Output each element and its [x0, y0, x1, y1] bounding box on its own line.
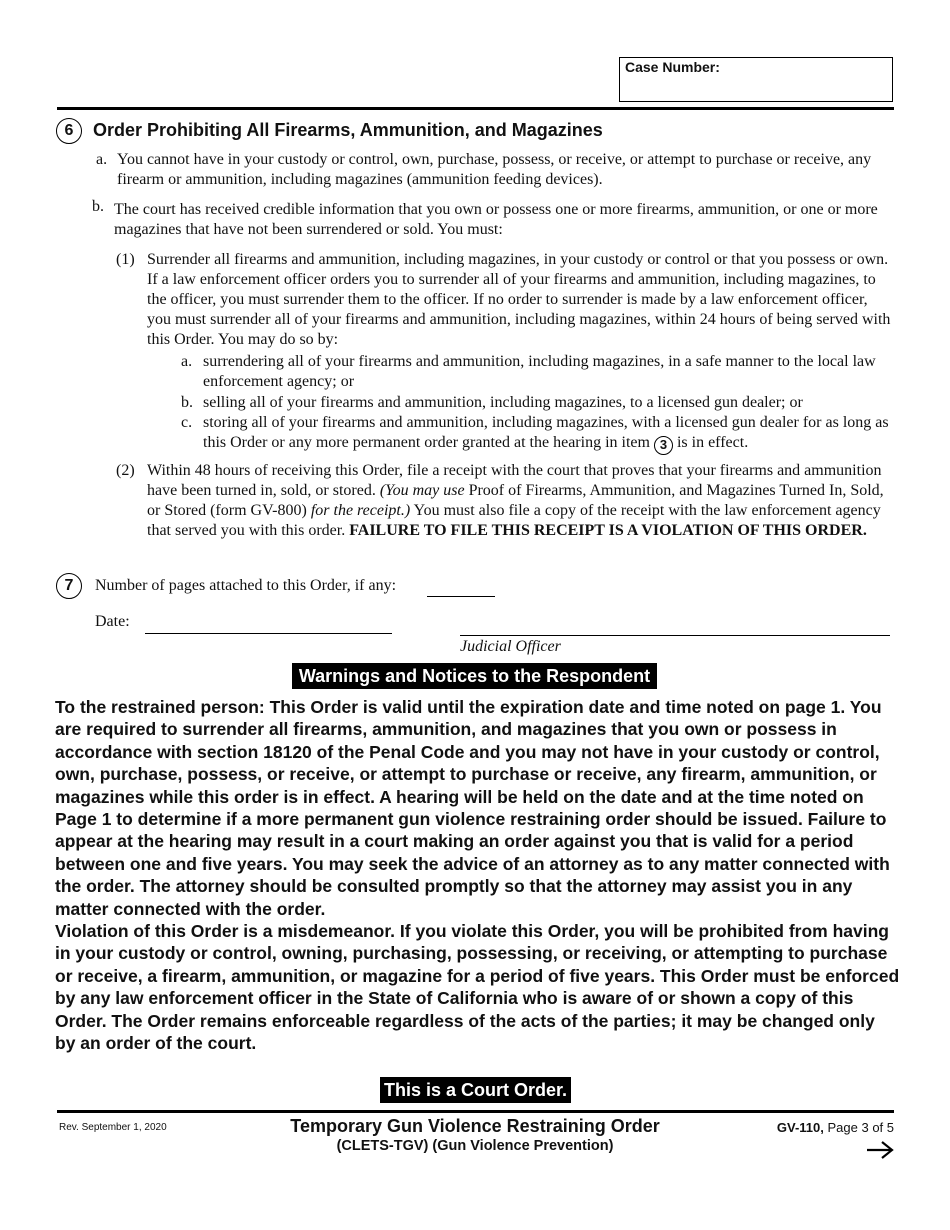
pages-attached-field[interactable]	[427, 596, 495, 597]
item-6b1b-text: selling all of your firearms and ammunition, including magazines, to a licensed gun dealer; or	[203, 394, 803, 411]
item-6b1c-text-2: is in effect.	[676, 434, 749, 451]
warnings-body	[55, 696, 900, 1055]
judicial-officer-label: Judicial Officer	[460, 638, 561, 655]
item-6a-text: You cannot have in your custody or control, own, purchase, possess, or receive, or attempt to purchase or receive, any firearm or ammunition, including magazines (ammunition feeding devices).	[117, 151, 872, 188]
section-6-number: 6	[56, 118, 82, 144]
case-number-label: Case Number:	[625, 59, 720, 75]
form-id: GV-110,	[776, 1120, 824, 1135]
section-7-number: 7	[56, 573, 82, 599]
item-6b1b-marker: b.	[181, 394, 193, 411]
item-6b1-text: Surrender all firearms and ammunition, including magazines, in your custody or control or that you possess or own. If a law enforcement officer orders you to surrender all of your firearms and ammunition, including magazines, to the officer, you must surrender them to the officer. If no order to surrender is made by a law enforcement officer, you must surrender all of your firearms and ammunition, including magazines, within 24 hours of being served with this Order. You may do so by:	[147, 251, 891, 348]
item-6b1c-text	[203, 413, 893, 455]
item-6b1a-text: surrendering all of your firearms and ammunition, including magazines, in a safe manner to the local law enforcement agency; or	[203, 353, 876, 390]
item-6b2-italic-1: (You may use	[379, 482, 465, 499]
item-6b2-text-2: You must also file a copy of the receipt with the law enforcement agency that served you with this order.	[147, 502, 881, 539]
top-divider	[57, 107, 894, 110]
item-6b1c-text-1: storing all of your firearms and ammunition, including magazines, with a licensed gun dealer for as long as this Order or any more permanent order granted at the hearing in item	[203, 414, 889, 451]
bottom-divider	[57, 1110, 894, 1113]
item-6b2-italic-2: for the receipt.)	[310, 502, 411, 519]
item-6b2-text-1: Within 48 hours of receiving this Order, file a receipt with the court that proves that your firearms and ammunition have been turned in, sold, or stored.	[147, 462, 882, 499]
item-6b-text: The court has received credible information that you own or possess one or more firearms, ammunition, or one or more magazines that have not been surrendered or sold. You must:	[114, 201, 878, 238]
form-page-info	[720, 1120, 894, 1135]
date-label: Date:	[95, 613, 130, 630]
item-6b1c-marker: c.	[181, 414, 193, 431]
item-6b1-marker: (1)	[116, 251, 135, 268]
item-6b2-marker: (2)	[116, 462, 135, 479]
court-order-label: This is a Court Order.	[380, 1077, 571, 1103]
form-subtitle: (CLETS-TGV) (Gun Violence Prevention)	[336, 1138, 614, 1154]
section-6-title: Order Prohibiting All Firearms, Ammunition, and Magazines	[93, 120, 603, 140]
arrow-right-icon[interactable]	[866, 1140, 894, 1160]
warnings-paragraph-2: Violation of this Order is a misdemeanor. If you violate this Order, you will be prohibited from having in your custody or control, owning, purchasing, possessing, or receiving, or attempting to purchase or receive, a firearm, ammunition, or magazine for a period of five years. This Order must be enforced by any law enforcement officer in the State of California who is aware of or shown a copy of this Order. The Order remains enforceable regardless of the acts of the parties; it may be changed only by an order of the court.	[55, 921, 900, 1054]
item-6a-marker: a.	[96, 151, 108, 168]
item-6b2-form-name: Proof of Firearms, Ammunition, and Magazines Turned In, Sold, or Stored (form GV-800)	[147, 482, 884, 519]
date-field[interactable]	[145, 633, 392, 634]
revision-date: Rev. September 1, 2020	[59, 1122, 167, 1133]
item-3-reference: 3	[654, 436, 673, 455]
warnings-paragraph-1: To the restrained person: This Order is valid until the expiration date and time noted on page 1. You are required to surrender all firearms, ammunition, and magazines that you own or possess in accordance with section 18120 of the Penal Code and you may not have in your custody or control, own, purchase, possess, or receive, or attempt to purchase or receive, any firearm, ammunition, or magazines while this order is in effect. A hearing will be held on the date and at the time noted on Page 1 to determine if a more permanent gun violence restraining order should be issued. Failure to appear at the hearing may result in a court making an order against you that is valid for a period between one and five years. You may seek the advice of an attorney as to any matter connected with the order. The attorney should be consulted promptly so that the attorney may assist you in any matter connected with the order.	[55, 697, 890, 919]
item-6b2-warning: FAILURE TO FILE THIS RECEIPT IS A VIOLATION OF THIS ORDER.	[349, 522, 867, 539]
page-number: Page 3 of 5	[827, 1120, 894, 1135]
item-6b-marker: b.	[92, 198, 104, 215]
item-6b1a-marker: a.	[181, 353, 193, 370]
warnings-heading: Warnings and Notices to the Respondent	[292, 663, 657, 689]
case-number-box[interactable]	[619, 57, 893, 102]
item-6b2-text	[147, 461, 887, 541]
judicial-officer-signature-field[interactable]	[460, 635, 890, 636]
form-title: Temporary Gun Violence Restraining Order	[290, 1116, 660, 1136]
pages-attached-label: Number of pages attached to this Order, if any:	[95, 577, 397, 594]
